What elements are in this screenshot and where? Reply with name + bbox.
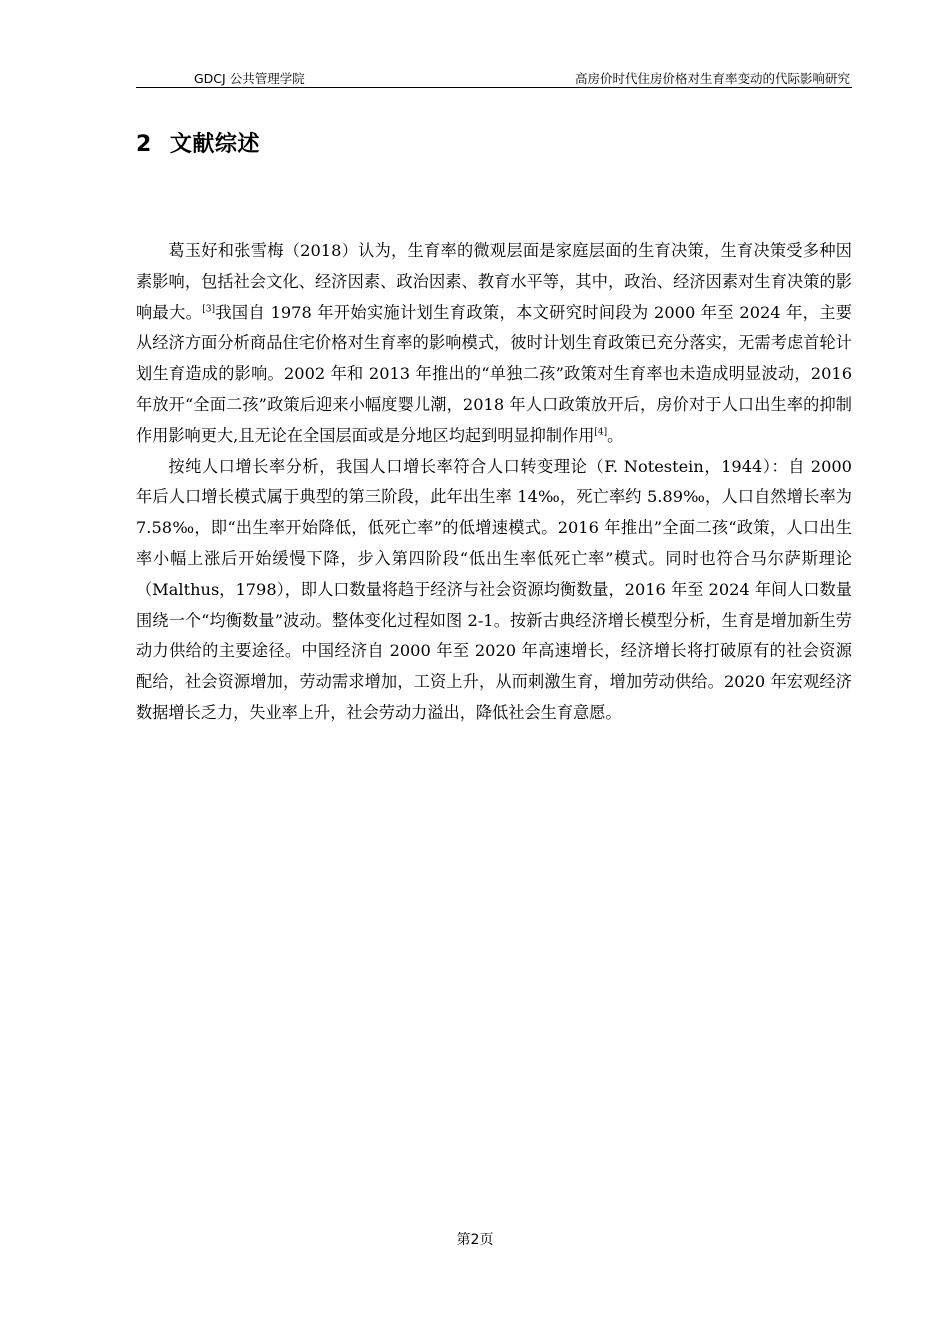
paragraph-1 <box>136 236 852 452</box>
paragraph-1-part-3: 。 <box>607 425 624 445</box>
citation-3: [3] <box>202 304 215 315</box>
section-number: 2 <box>136 132 152 157</box>
page-number: 第2页 <box>456 1232 494 1248</box>
section-heading <box>136 127 260 158</box>
header-institution: GDCJ 公共管理学院 <box>194 71 305 86</box>
header-paper-title: 高房价时代住房价格对生育率变动的代际影响研究 <box>574 71 850 86</box>
page-header <box>136 67 852 88</box>
body-text <box>136 236 852 729</box>
citation-4: [4] <box>594 427 608 438</box>
paragraph-2: 按纯人口增长率分析，我国人口增长率符合人口转变理论（F. Notestein，1944）：自 2000 年后人口增长模式属于典型的第三阶段，此年出生率 14‰，死亡率约 5.89‰，人口自然增长率为 7.58‰，即“出生率开始降低，低死亡率”的低增速模式。2016 年推出”全面二孩“政策，人口出生率小幅上涨后开始缓慢下降，步入第四阶段“低出生率低死亡率”模式。同时也符合马尔萨斯理论（Malthus，1798），即人口数量将趋于经济与社会资源均衡数量，2016 年至 2024 年间人口数量围绕一个“均衡数量”波动。整体变化过程如图 2-1。按新古典经济增长模型分析，生育是增加新生劳动力供给的主要途径。中国经济自 2000 年至 2020 年高速增长，经济增长将打破原有的社会资源配给，社会资源增加，劳动需求增加，工资上升，从而刺激生育，增加劳动供给。2020 年宏观经济数据增长乏力，失业率上升，社会劳动力溢出，降低社会生育意愿。 <box>136 456 852 722</box>
section-title-text: 文献综述 <box>169 132 260 157</box>
paragraph-1-part-1: 葛玉好和张雪梅（2018）认为，生育率的微观层面是家庭层面的生育决策，生育决策受多种因素影响，包括社会文化、经济因素、政治因素、教育水平等，其中，政治、经济因素对生育决策的影响最大。 <box>136 241 852 322</box>
paragraph-1-part-2: 我国自 1978 年开始实施计划生育政策，本文研究时间段为 2000 年至 2024 年，主要从经济方面分析商品住宅价格对生育率的影响模式，彼时计划生育政策已充分落实，无需考虑首轮计划生育造成的影响。2002 年和 2013 年推出的“单独二孩”政策对生育率也未造成明显波动，2016 年放开“全面二孩”政策后迎来小幅度婴儿潮，2018 年人口政策放开后，房价对于人口出生率的抑制作用影响更大,且无论在全国层面或是分地区均起到明显抑制作用 <box>136 302 852 445</box>
